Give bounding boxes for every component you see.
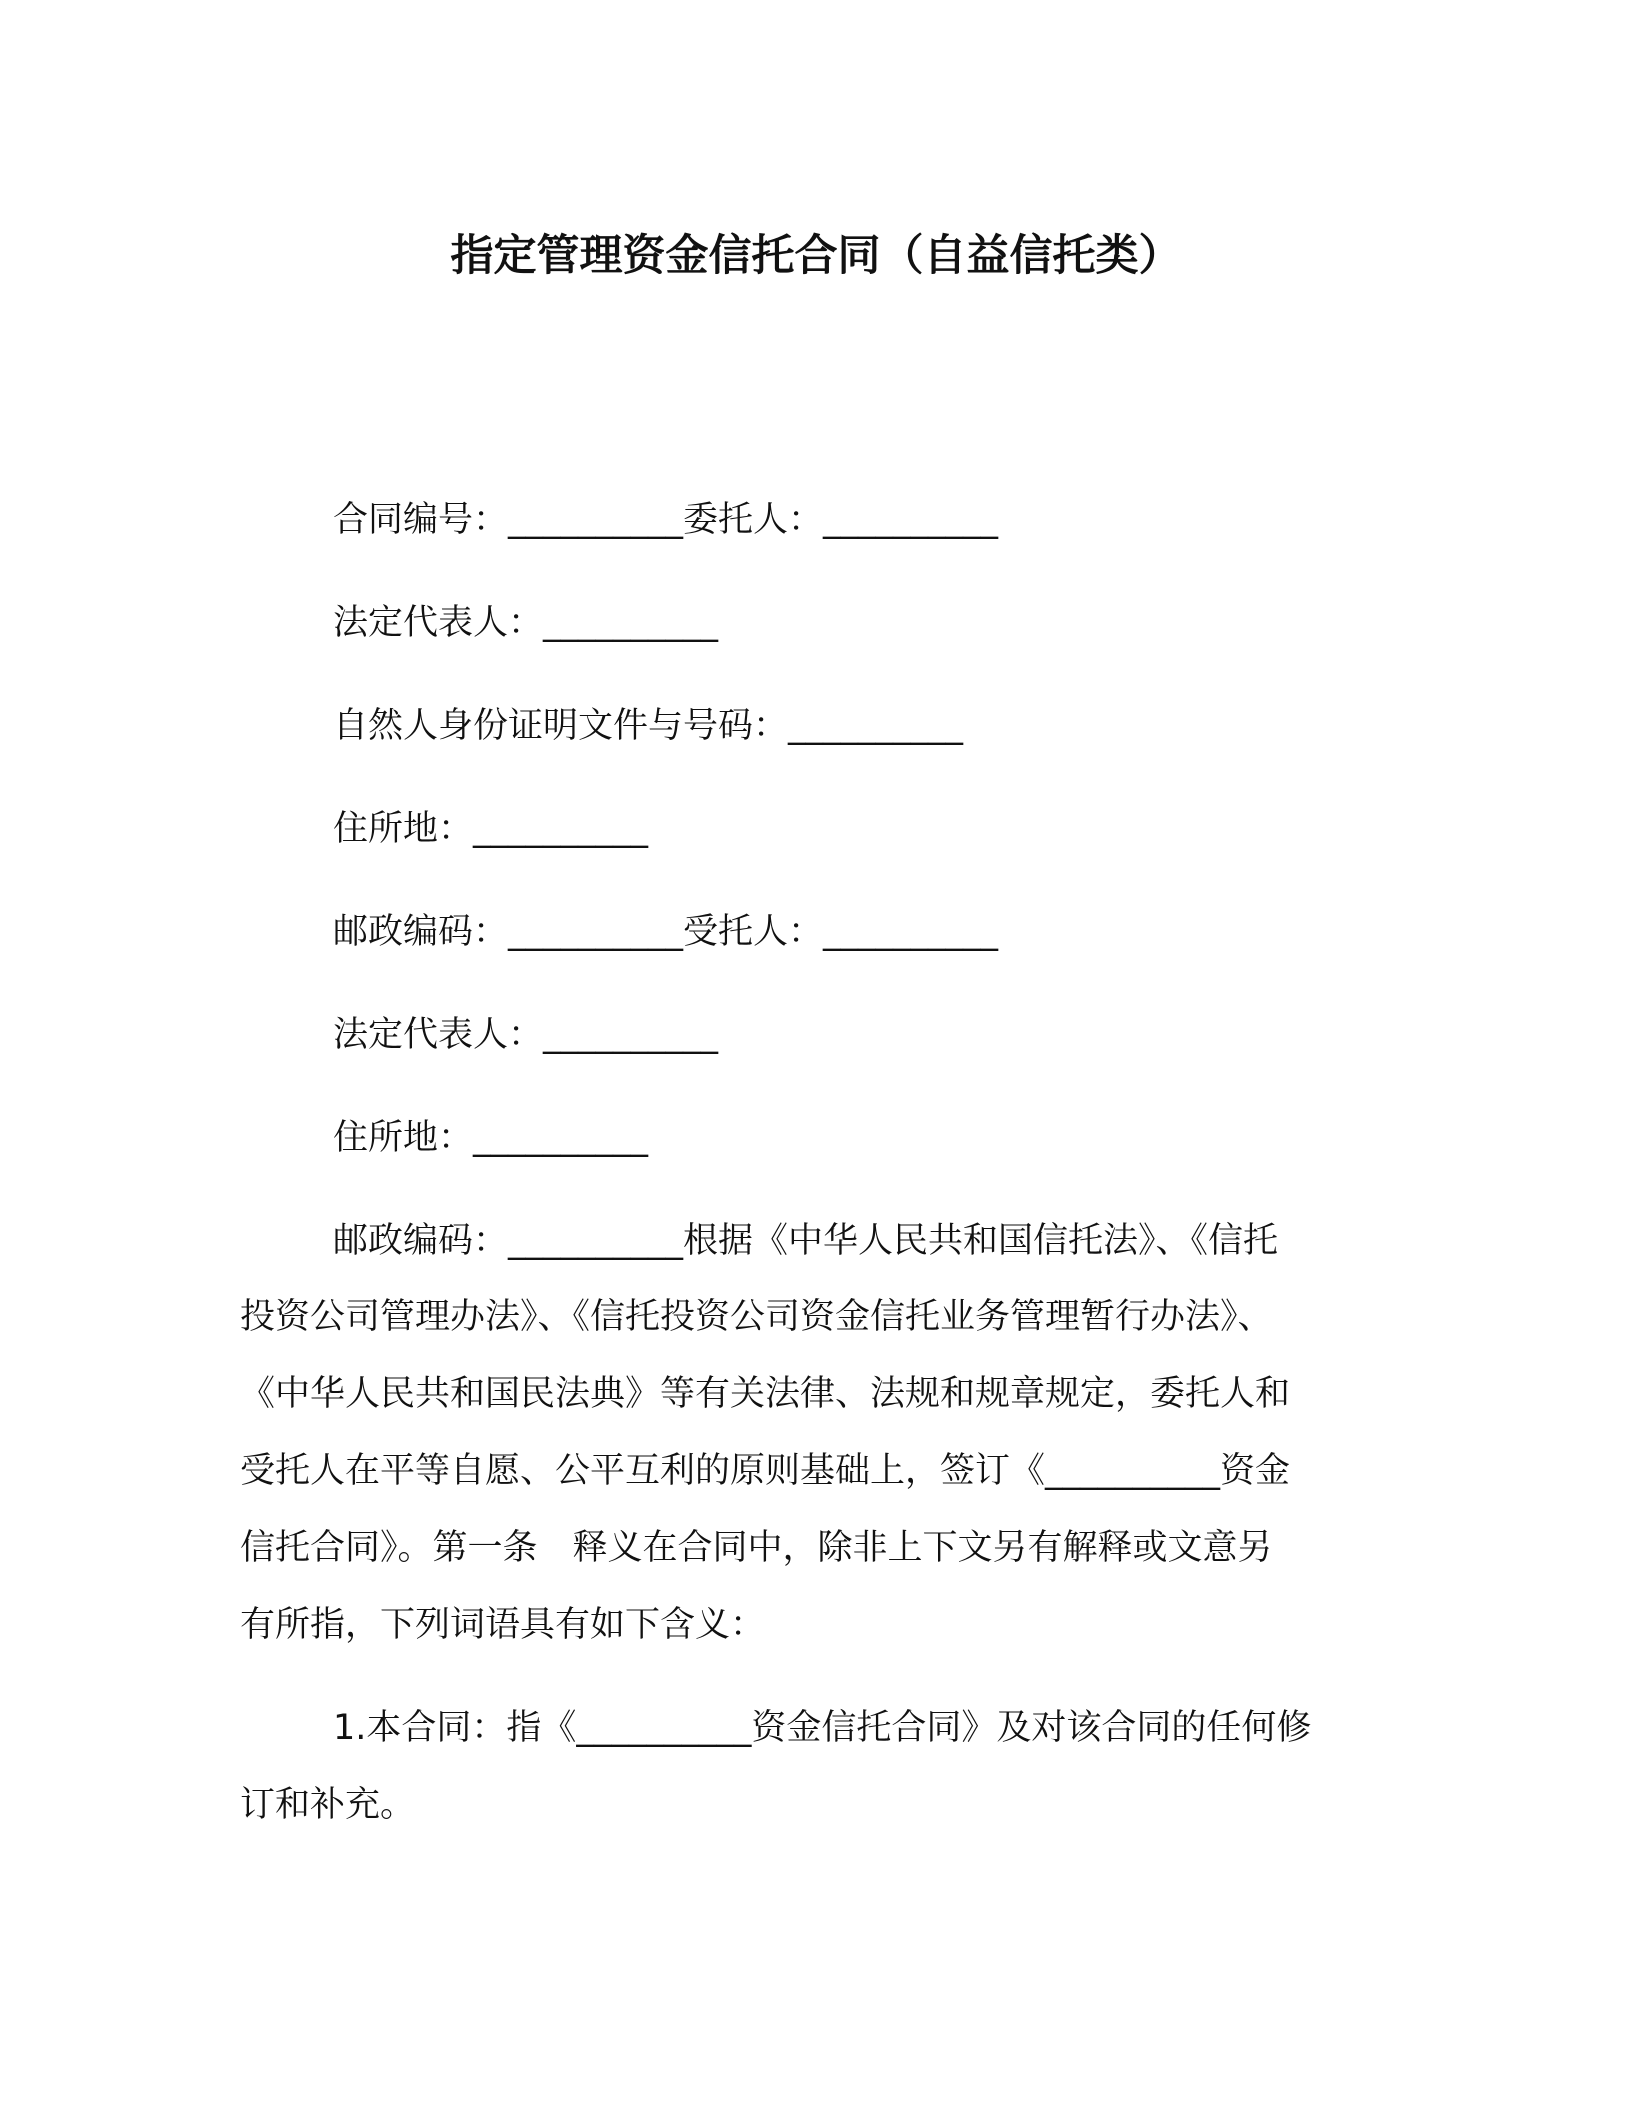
paragraph-1-line-2: 投资公司管理办法》、《信托投资公司资金信托业务管理暂行办法》、 [240,1297,1273,1337]
field-domicile-2: 住所地：__________ [333,1118,649,1158]
paragraph-2-line-2: 订和补充。 [240,1785,416,1825]
field-legal-representative-1: 法定代表人：__________ [333,603,719,643]
paragraph-1-line-5: 信托合同》。第一条 释义在合同中，除非上下文另有解释或文意另 [240,1528,1273,1568]
field-natural-person-id: 自然人身份证明文件与号码：__________ [333,706,964,746]
field-contract-number-and-trustor: 合同编号：__________委托人：__________ [333,500,999,540]
document-title: 指定管理资金信托合同（自益信托类） [450,231,1182,281]
paragraph-1-line-3: 《中华人民共和国民法典》等有关法律、法规和规章规定，委托人和 [240,1374,1291,1414]
paragraph-2-line-1: 1.本合同：指《__________资金信托合同》及对该合同的任何修 [333,1708,1312,1748]
field-domicile-1: 住所地：__________ [333,809,649,849]
field-legal-representative-2: 法定代表人：__________ [333,1015,719,1055]
paragraph-1-line-4: 受托人在平等自愿、公平互利的原则基础上，签订《__________资金 [240,1451,1291,1491]
paragraph-1-line-1: 邮政编码：__________根据《中华人民共和国信托法》、《信托 [333,1221,1279,1261]
field-postal-code-and-trustee: 邮政编码：__________受托人：__________ [333,912,999,952]
paragraph-1-line-6: 有所指，下列词语具有如下含义： [240,1605,766,1645]
